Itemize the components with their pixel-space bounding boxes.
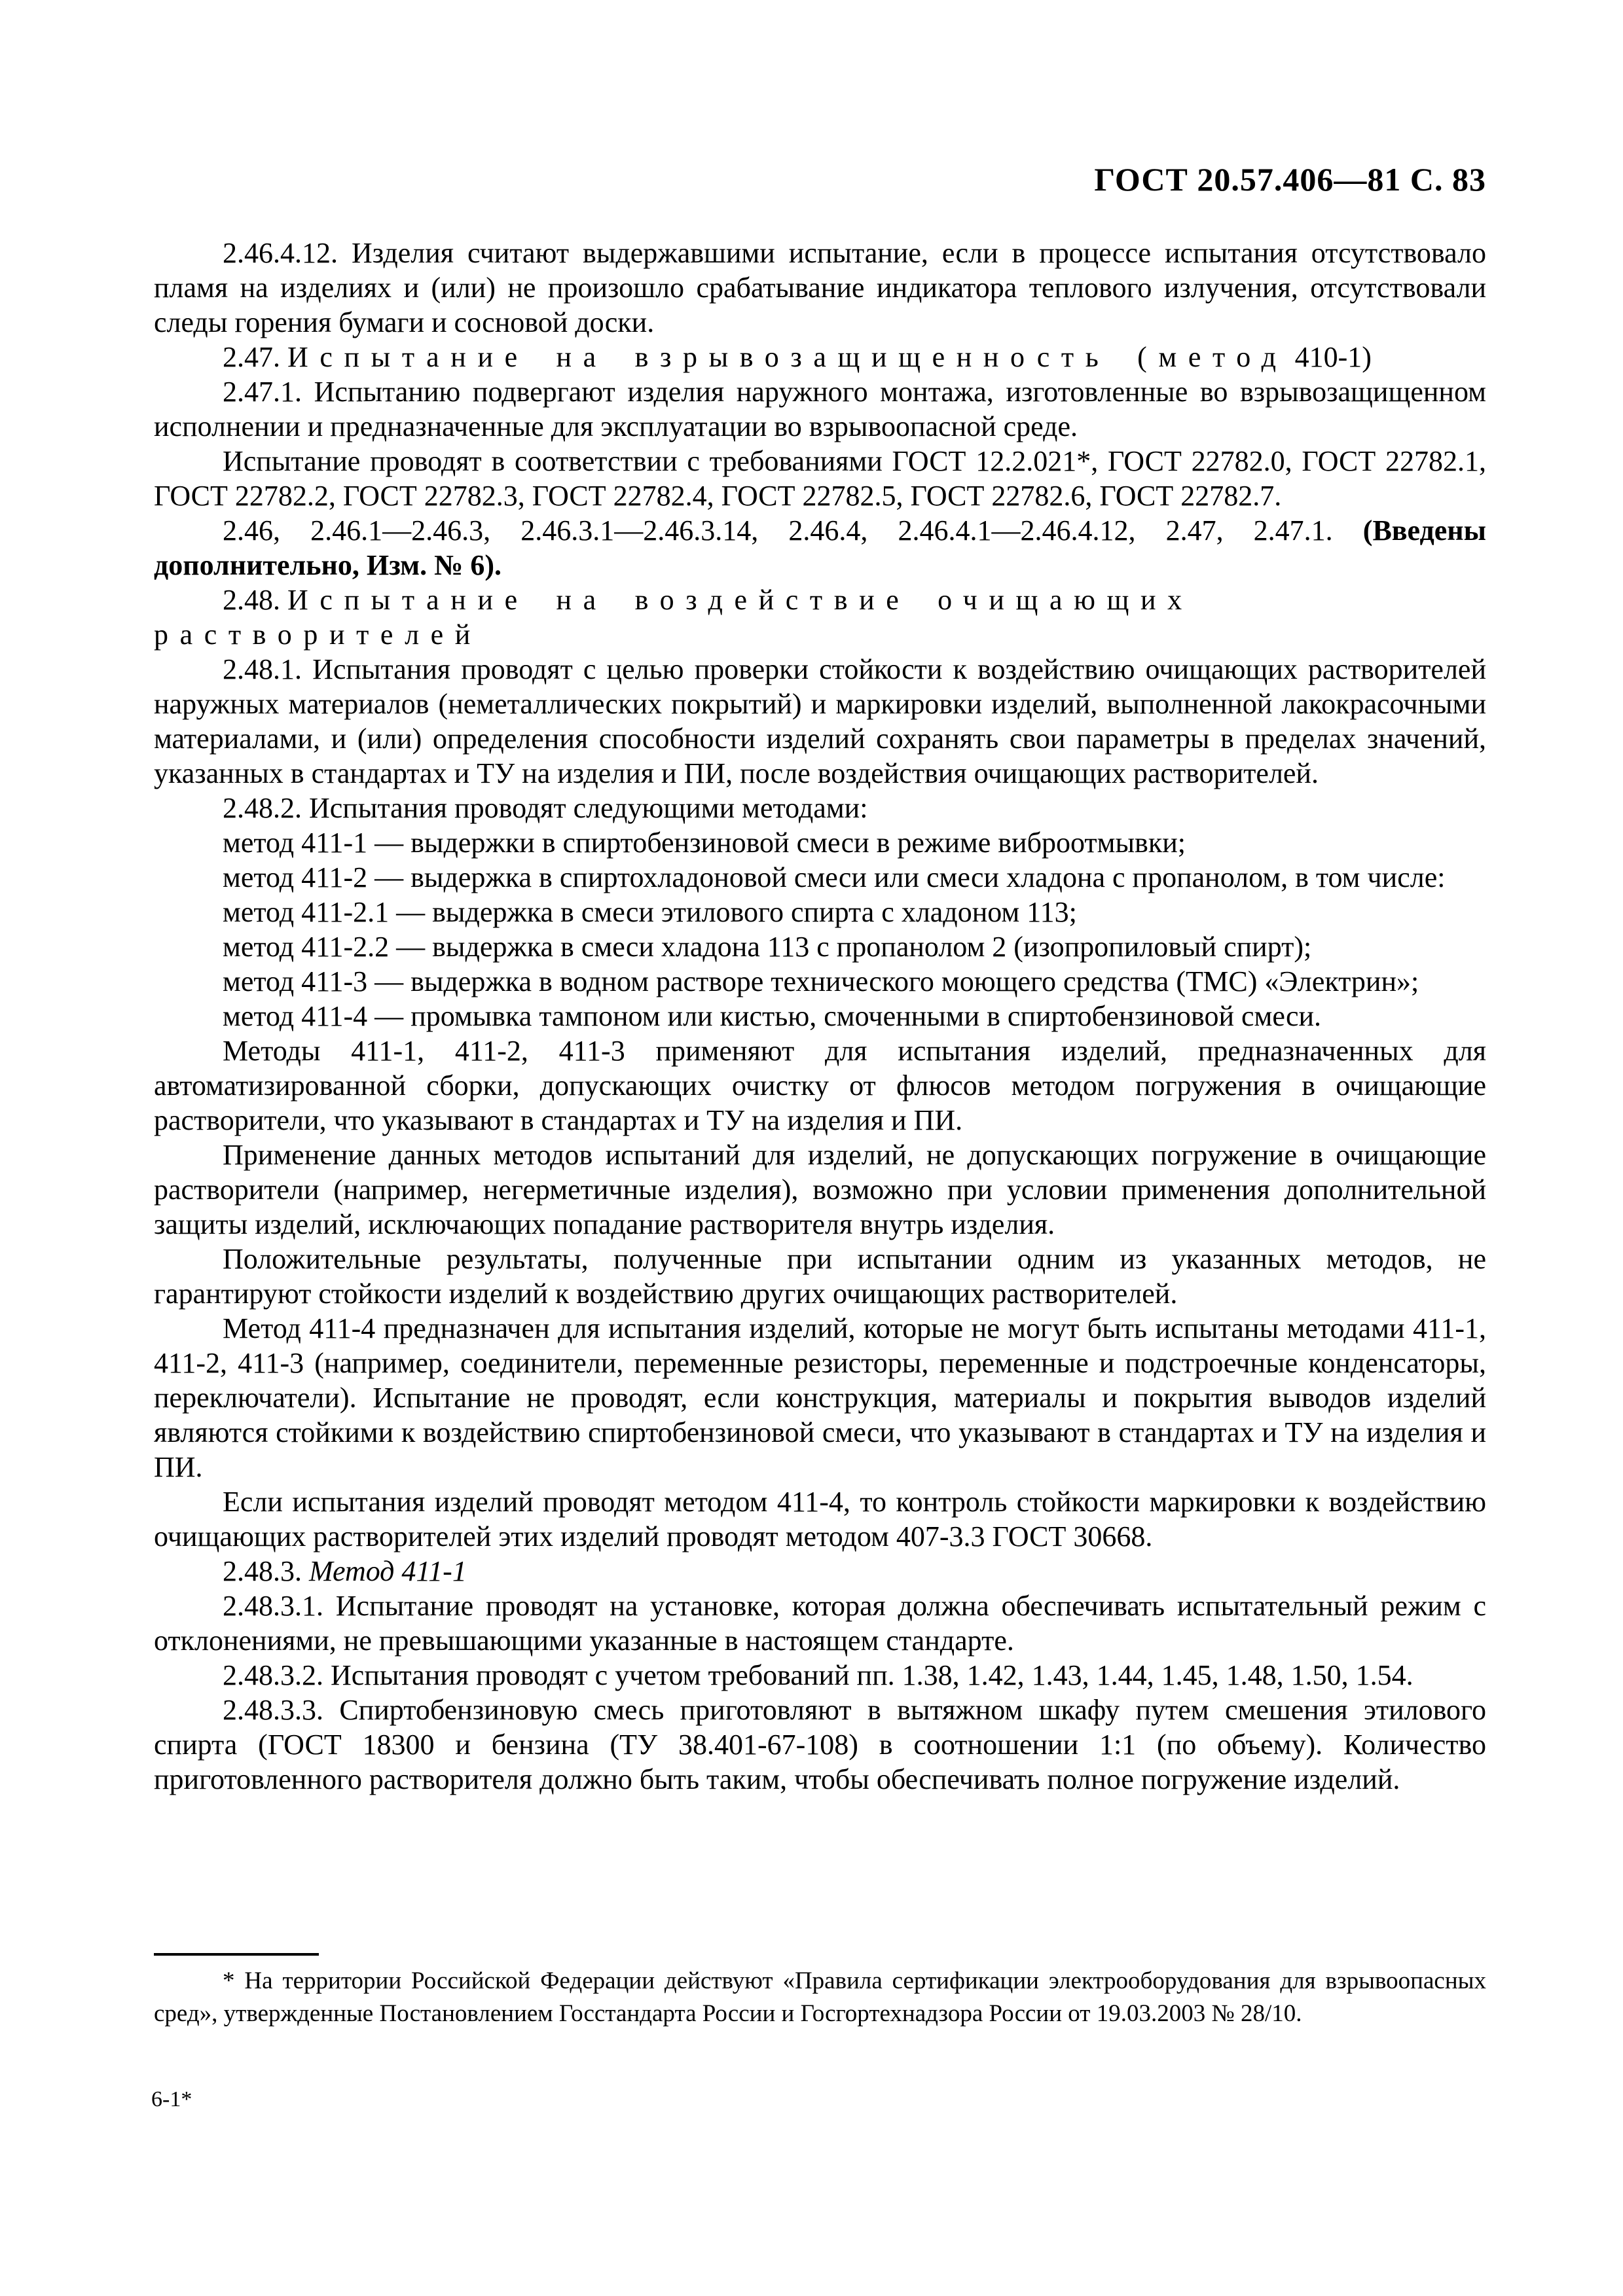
paragraph [154, 791, 1486, 825]
sheet-signature: 6-1* [151, 2087, 192, 2111]
text-run: 2.47.1. Испытанию подвергают изделия наружного монтажа, изготовленные во взрывозащищенном исполнении и предназначенные для эксплуатации во взрывоопасной среде. [154, 376, 1486, 442]
text-run: 2.48.2. Испытания проводят следующими методами: [223, 792, 868, 824]
paragraph [154, 860, 1486, 895]
paragraph [154, 1658, 1486, 1693]
paragraph [154, 652, 1486, 791]
page-header: ГОСТ 20.57.406—81 С. 83 [1094, 161, 1486, 198]
paragraph [154, 1554, 1486, 1588]
text-run: Положительные результаты, полученные при испытании одним из указанных методов, не гарантируют стойкости изделий к воздействию других очищающих растворителей. [154, 1243, 1486, 1310]
text-run: 2.46, 2.46.1—2.46.3, 2.46.3.1—2.46.3.14, 2.46.4, 2.46.4.1—2.46.4.12, 2.47, 2.47.1. [223, 514, 1363, 547]
paragraph [154, 1693, 1486, 1797]
text-run: метод 411-2.1 — выдержка в смеси этилового спирта с хладоном 113; [223, 896, 1077, 928]
text-run: 2.48.1. Испытания проводят с целью проверки стойкости к воздействию очищающих растворителей наружных материалов (неметаллических покрытий) и маркировки изделий, выполненной лакокрасочными материалами, и (или) определения способности изделий сохранять свои параметры в пределах значений, указанных в стандартах и ТУ на изделия и ПИ, после воздействия очищающих растворителей. [154, 653, 1486, 789]
text-run: 2.48.3.1. Испытание проводят на установке, которая должна обеспечивать испытательный режим с отклонениями, не превышающими указанные в настоящем стандарте. [154, 1590, 1486, 1657]
text-run: метод 411-4 — промывка тампоном или кистью, смоченными в спиртобензиновой смеси. [223, 1000, 1322, 1032]
footnote-text: * На территории Российской Федерации действуют «Правила сертификации электрооборудования для взрывоопасных сред», утвержденные Постановлением Госстандарта России и Госгортехнадзора России от 19.03.2003 № 28/10. [154, 1967, 1486, 2027]
paragraph [154, 236, 1486, 340]
text-run: 2.48.3.2. Испытания проводят с учетом требований пп. 1.38, 1.42, 1.43, 1.44, 1.45, 1.48, 1.50, 1.54. [223, 1659, 1413, 1691]
paragraph [154, 964, 1486, 999]
text-run: 2.46.4.12. Изделия считают выдержавшими испытание, если в процессе испытания отсутствовало пламя на изделиях и (или) не произошло срабатывание индикатора теплового излучения, отсутствовали следы горения бумаги и сосновой доски. [154, 237, 1486, 338]
text-run: метод 411-3 — выдержка в водном растворе технического моющего средства (ТМС) «Электрин»; [223, 965, 1419, 997]
text-run: 2.47. [223, 341, 287, 373]
paragraph [154, 999, 1486, 1033]
text-run: Испытание на воздействие очищающих растворителей [154, 584, 1194, 651]
paragraph [154, 1588, 1486, 1658]
text-run: Метод 411-1 [309, 1555, 467, 1587]
paragraph [154, 825, 1486, 860]
text-run: 410-1) [1287, 341, 1372, 373]
paragraph [154, 1138, 1486, 1242]
text-run: 2.48.3.3. Спиртобензиновую смесь приготовляют в вытяжном шкафу путем смешения этилового спирта (ГОСТ 18300 и бензина (ТУ 38.401-67-108) в соотношении 1:1 (по объему). Количество приготовленного растворителя должно быть таким, чтобы обеспечивать полное погружение изделий. [154, 1694, 1486, 1795]
paragraph [154, 1033, 1486, 1138]
paragraph [154, 1311, 1486, 1484]
paragraph [154, 444, 1486, 513]
section-heading [154, 340, 1486, 374]
text-run: метод 411-2.2 — выдержка в смеси хладона 113 с пропанолом 2 (изопропиловый спирт); [223, 931, 1312, 963]
text-run: 2.48. [223, 584, 287, 616]
section-heading [154, 583, 1486, 652]
text-run: Испытание на взрывозащищенность (метод [287, 341, 1288, 373]
document-body [154, 236, 1486, 1797]
paragraph [154, 1242, 1486, 1311]
text-run: Если испытания изделий проводят методом 411-4, то контроль стойкости маркировки к воздействию очищающих растворителей этих изделий проводят методом 407-3.3 ГОСТ 30668. [154, 1486, 1486, 1552]
paragraph [154, 374, 1486, 444]
footnote-separator [154, 1953, 319, 1956]
text-run: Метод 411-4 предназначен для испытания изделий, которые не могут быть испытаны методами 411-1, 411-2, 411-3 (например, соединители, переменные резисторы, переменные и подстроечные конденсаторы, переключатели). Испытание не проводят, если конструкция, материалы и покрытия выводов изделий являются стойкими к воздействию спиртобензиновой смеси, что указывают в стандартах и ТУ на изделия и ПИ. [154, 1312, 1486, 1483]
text-run: Применение данных методов испытаний для изделий, не допускающих погружение в очищающие растворители (например, негерметичные изделия), возможно при условии применения дополнительной защиты изделий, исключающих попадание растворителя внутрь изделия. [154, 1139, 1486, 1240]
text-run: метод 411-1 — выдержки в спиртобензиновой смеси в режиме виброотмывки; [223, 827, 1186, 859]
paragraph [154, 513, 1486, 583]
text-run: 2.48.3. [223, 1555, 309, 1587]
text-run: Методы 411-1, 411-2, 411-3 применяют для испытания изделий, предназначенных для автоматизированной сборки, допускающих очистку от флюсов методом погружения в очищающие растворители, что указывают в стандартах и ТУ на изделия и ПИ. [154, 1035, 1486, 1136]
text-run: метод 411-2 — выдержка в спиртохладоновой смеси или смеси хладона с пропанолом, в том числе: [223, 861, 1446, 893]
paragraph [154, 929, 1486, 964]
paragraph [154, 1484, 1486, 1554]
text-run: (Введены дополнительно, Изм. № 6). [154, 514, 1486, 581]
paragraph [154, 895, 1486, 929]
footnote [154, 1965, 1486, 2030]
text-run: Испытание проводят в соответствии с требованиями ГОСТ 12.2.021*, ГОСТ 22782.0, ГОСТ 22782.1, ГОСТ 22782.2, ГОСТ 22782.3, ГОСТ 22782.4, ГОСТ 22782.5, ГОСТ 22782.6, ГОСТ 22782.7. [154, 445, 1486, 512]
